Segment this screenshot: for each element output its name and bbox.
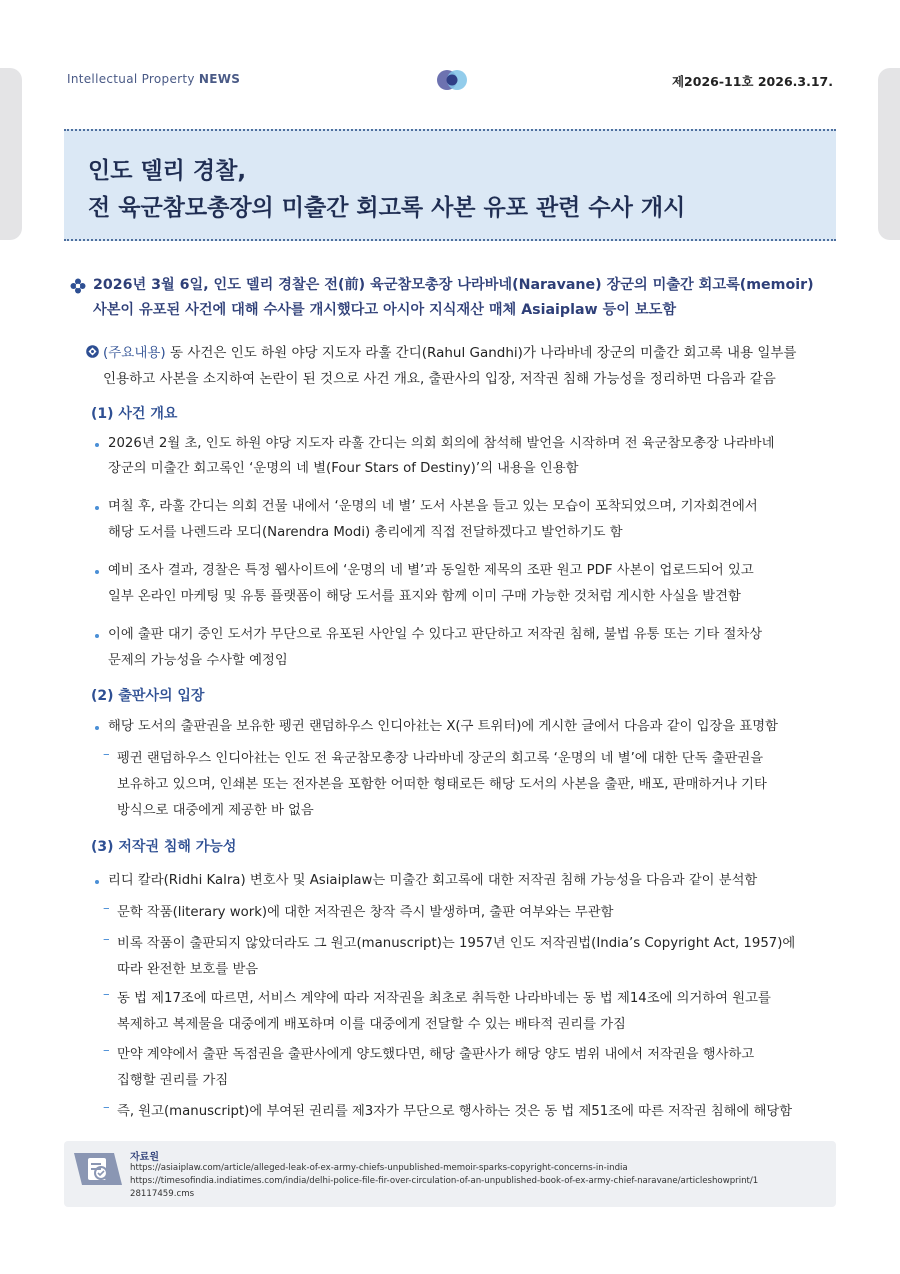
- source-url-1[interactable]: https://asiaiplaw.com/article/alleged-leak-of-ex-army-chiefs-unpublished-memoir-sparks-copyright-concerns-in-india: [130, 1163, 628, 1173]
- s3-sub4-line2: 집행할 권리를 가짐: [117, 1073, 229, 1088]
- s1-item3-line1: 예비 조사 결과, 경찰은 특정 웹사이트에 ‘운명의 네 별’과 동일한 제목의 조판 원고 PDF 사본이 업로드되어 있고: [108, 563, 754, 578]
- dash-marker: –: [103, 987, 110, 1002]
- s1-item4-line2: 문제의 가능성을 수사할 예정임: [108, 653, 288, 668]
- bullet-dot: [95, 634, 99, 638]
- dash-marker: –: [103, 901, 110, 916]
- s3-sub3-line1: 동 법 제17조에 따르면, 서비스 계약에 따라 저작권을 최초로 취득한 나라바네는 동 법 제14조에 의거하여 원고를: [117, 991, 771, 1006]
- summary-line-1: [86, 342, 796, 365]
- issue-number: 제2026-11호 2026.3.17.: [671, 74, 833, 89]
- lead-line-2: 사본이 유포된 사건에 대해 수사를 개시했다고 아시아 지식재산 매체 Asiaiplaw 등이 보도함: [93, 302, 677, 318]
- page-title-line2: 전 육군참모총장의 미출간 회고록 사본 유포 관련 수사 개시: [88, 195, 686, 221]
- dash-marker: –: [103, 1043, 110, 1058]
- summary-text-1: 동 사건은 인도 하원 야당 지도자 라훌 간디(Rahul Gandhi)가 나라바네 장군의 미출간 회고록 내용 일부를: [165, 345, 797, 361]
- s2-sub-line1: 펭귄 랜덤하우스 인디아社는 인도 전 육군참모총장 나라바네 장군의 회고록 ‘운명의 네 별’에 대한 단독 출판권을: [117, 751, 764, 766]
- s2-sub-line2: 보유하고 있으며, 인쇄본 또는 전자본을 포함한 어떠한 형태로든 해당 도서의 사본을 출판, 배포, 판매하거나 기타: [117, 777, 767, 792]
- dash-marker: –: [103, 932, 110, 947]
- brand-text: Intellectual Property: [67, 72, 199, 86]
- diamond-bullet-icon: [86, 345, 99, 358]
- summary-tag: (주요내용): [103, 345, 166, 361]
- s1-item1-line2: 장군의 미출간 회고록인 ‘운명의 네 별(Four Stars of Destiny)’의 내용을 인용함: [108, 461, 579, 476]
- left-side-tab: [0, 68, 22, 240]
- flower-bullet-icon: [70, 278, 86, 294]
- source-url-2[interactable]: https://timesofindia.indiatimes.com/india/delhi-police-file-fir-over-circulation-of-an-unpublished-book-of-ex-army-chief-naravane/articleshowprint/1: [130, 1176, 759, 1186]
- checklist-search-icon: [74, 1149, 122, 1189]
- section-heading-3: (3) 저작권 침해 가능성: [91, 839, 237, 855]
- s3-sub4-line1: 만약 계약에서 출판 독점권을 출판사에게 양도했다면, 해당 출판사가 해당 양도 범위 내에서 저작권을 행사하고: [117, 1047, 755, 1062]
- s1-item4-line1: 이에 출판 대기 중인 도서가 무단으로 유포된 사안일 수 있다고 판단하고 저작권 침해, 불법 유통 또는 기타 절차상: [108, 627, 763, 642]
- s3-bullet: 리디 칼라(Ridhi Kalra) 변호사 및 Asiaiplaw는 미출간 회고록에 대한 저작권 침해 가능성을 다음과 같이 분석함: [108, 873, 758, 888]
- s2-sub-line3: 방식으로 대중에게 제공한 바 없음: [117, 803, 314, 818]
- brand-label: [67, 72, 240, 86]
- right-side-tab: [878, 68, 900, 240]
- s2-bullet: 해당 도서의 출판권을 보유한 펭귄 랜덤하우스 인디아社는 X(구 트위터)에 게시한 글에서 다음과 같이 입장을 표명함: [108, 719, 778, 734]
- logo-circles-icon: [434, 69, 470, 91]
- s1-item2-line1: 며칠 후, 라훌 간디는 의회 건물 내에서 ‘운명의 네 별’ 도서 사본을 들고 있는 모습이 포착되었으며, 기자회견에서: [108, 499, 758, 514]
- s3-sub1-line1: 문학 작품(literary work)에 대한 저작권은 창작 즉시 발생하며, 출판 여부와는 무관함: [117, 905, 614, 920]
- bullet-dot: [95, 726, 99, 730]
- page-title-line1: 인도 델리 경찰,: [88, 158, 247, 184]
- s1-item2-line2: 해당 도서를 나렌드라 모디(Narendra Modi) 총리에게 직접 전달하겠다고 발언하기도 함: [108, 525, 623, 540]
- s3-sub5-line1: 즉, 원고(manuscript)에 부여된 권리를 제3자가 무단으로 행사하는 것은 동 법 제51조에 따른 저작권 침해에 해당함: [117, 1104, 793, 1119]
- summary-line-2: 인용하고 사본을 소지하여 논란이 된 것으로 사건 개요, 출판사의 입장, 저작권 침해 가능성을 정리하면 다음과 같음: [103, 371, 776, 387]
- bullet-dot: [95, 443, 99, 447]
- dash-marker: –: [103, 747, 110, 762]
- s3-sub2-line1: 비록 작품이 출판되지 않았더라도 그 원고(manuscript)는 1957년 인도 저작권법(India’s Copyright Act, 1957)에: [117, 936, 796, 951]
- s1-item1-line1: 2026년 2월 초, 인도 하원 야당 지도자 라훌 간디는 의회 회의에 참석해 발언을 시작하며 전 육군참모총장 나라바네: [108, 436, 775, 451]
- section-heading-2: (2) 출판사의 입장: [91, 688, 205, 704]
- dash-marker: –: [103, 1100, 110, 1115]
- bullet-dot: [95, 506, 99, 510]
- brand-news: NEWS: [198, 72, 241, 86]
- source-box: [64, 1141, 836, 1207]
- s3-sub3-line2: 복제하고 복제물을 대중에게 배포하며 이를 대중에게 전달할 수 있는 배타적 권리를 가짐: [117, 1017, 626, 1032]
- lead-line-1: 2026년 3월 6일, 인도 델리 경찰은 전(前) 육군참모총장 나라바네(Naravane) 장군의 미출간 회고록(memoir): [93, 277, 814, 293]
- source-url-2-cont[interactable]: 28117459.cms: [130, 1189, 195, 1199]
- s3-sub2-line2: 따라 완전한 보호를 받음: [117, 962, 259, 977]
- bullet-dot: [95, 570, 99, 574]
- title-band: [64, 129, 836, 241]
- s1-item3-line2: 일부 온라인 마케팅 및 유통 플랫폼이 해당 도서를 표지와 함께 이미 구매 가능한 것처럼 게시한 사실을 발견함: [108, 589, 741, 604]
- source-heading: 자료원: [130, 1152, 159, 1163]
- bullet-dot: [95, 880, 99, 884]
- section-heading-1: (1) 사건 개요: [91, 406, 178, 422]
